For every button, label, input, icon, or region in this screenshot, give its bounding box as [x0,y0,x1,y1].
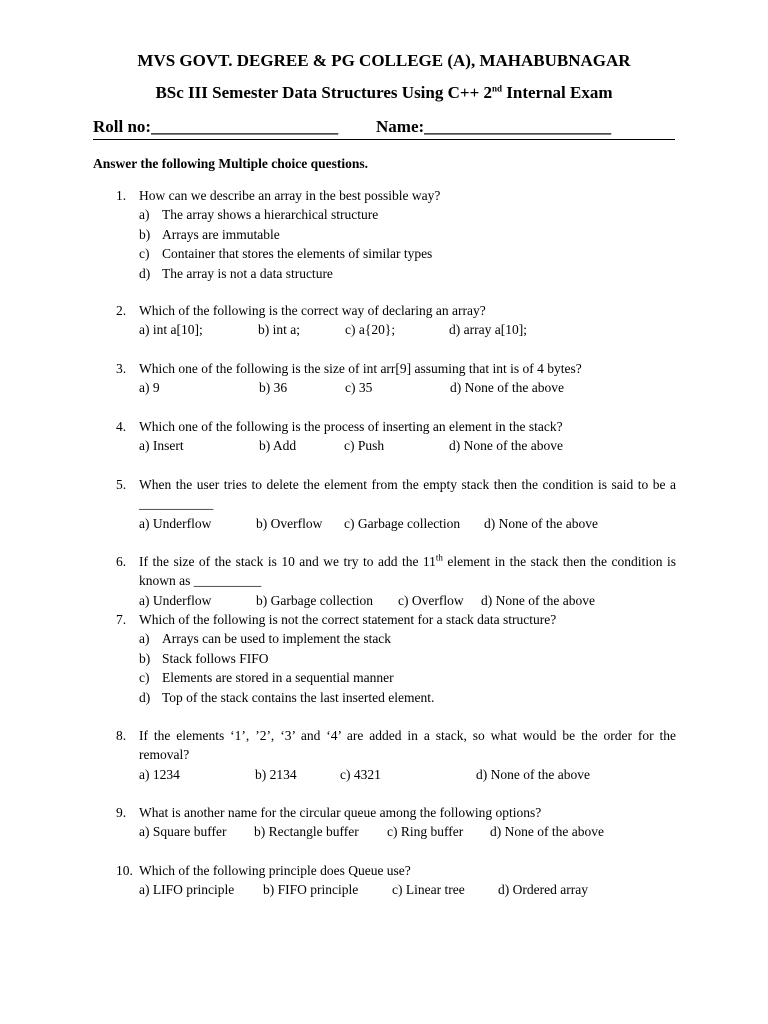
option-letter: a) [139,631,150,647]
option-b[interactable]: b) 36 [259,380,288,396]
option-letter: b) [139,226,151,242]
option-b[interactable] [139,225,676,244]
exam-title-main: BSc III Semester Data Structures Using C++ 2 [155,83,493,102]
question-9 [116,803,676,842]
option-text: Stack follows FIFO [162,650,269,666]
option-b[interactable]: b) Rectangle buffer [254,824,359,840]
question-number: 4. [116,419,127,434]
option-text: Arrays can be used to implement the stack [162,631,392,647]
option-a[interactable]: a) Insert [139,438,184,454]
question-text-end: element in the stack then the condition is known as __________ [139,554,676,589]
option-text: The array shows a hierarchical structure [162,207,379,223]
question-3 [116,359,676,398]
option-c[interactable] [139,668,676,687]
option-b[interactable]: b) Garbage collection [256,592,373,608]
option-c[interactable]: c) Ring buffer [387,824,464,840]
question-text: Which of the following principle does Queue use? [139,863,411,878]
exam-title-sup: nd [492,83,503,94]
options-row [139,880,676,899]
question-text: Which of the following is the correct way of declaring an array? [139,303,486,318]
option-d[interactable]: d) array a[10]; [449,322,527,338]
question-text: Which one of the following is the size of int arr[9] assuming that int is of 4 bytes? [139,361,582,376]
option-a[interactable]: a) LIFO principle [139,882,235,898]
question-text: If the elements ‘1’, ’2’, ‘3’ and ‘4’ are added in a stack, so what would be the order for the removal? [139,728,676,763]
options-row [139,514,676,533]
option-d[interactable]: d) None of the above [490,824,604,840]
question-text: Which of the following is not the correct statement for a stack data structure? [139,612,557,627]
question-number: 9. [116,805,127,820]
option-b[interactable]: b) Overflow [256,515,323,531]
option-b[interactable]: b) int a; [258,322,300,338]
name-field[interactable]: Name:______________________ [376,117,612,136]
question-number: 2. [116,303,127,318]
option-d[interactable]: d) Ordered array [498,882,588,898]
option-d[interactable]: d) None of the above [481,592,595,608]
roll-no-field[interactable]: Roll no:______________________ [93,117,339,136]
question-number: 8. [116,728,127,743]
option-d[interactable]: d) None of the above [449,438,563,454]
ordinal-superscript: th [435,552,443,563]
question-text: What is another name for the circular queue among the following options? [139,805,542,820]
question-text: Which one of the following is the process of inserting an element in the stack? [139,419,563,434]
question-number: 6. [116,554,127,569]
question-number: 10. [116,863,133,878]
option-c[interactable]: c) Linear tree [392,882,465,898]
roll-name-row [93,117,675,140]
exam-title [0,83,768,103]
instruction-text: Answer the following Multiple choice questions. [93,156,369,171]
option-letter: d) [139,265,151,281]
question-number: 7. [116,612,127,627]
option-a[interactable] [139,629,676,648]
options-row [139,765,676,784]
question-2 [116,301,676,340]
option-b[interactable]: b) FIFO principle [263,882,359,898]
option-text: Container that stores the elements of similar types [162,246,433,262]
option-c[interactable]: c) 35 [345,380,373,396]
option-text: Arrays are immutable [162,226,280,242]
option-letter: c) [139,246,150,262]
question-number: 3. [116,361,127,376]
question-10 [116,861,676,900]
option-a[interactable]: a) Square buffer [139,824,227,840]
question-number: 1. [116,188,127,203]
option-text: The array is not a data structure [162,265,333,281]
option-d[interactable] [139,688,676,707]
option-c[interactable]: c) Push [344,438,385,454]
option-a[interactable]: a) Underflow [139,592,212,608]
option-letter: a) [139,207,150,223]
option-c[interactable]: c) Overflow [398,592,464,608]
question-4 [116,417,676,456]
question-1 [116,186,676,283]
option-text: Elements are stored in a sequential manner [162,670,394,686]
option-b[interactable] [139,649,676,668]
option-c[interactable]: c) 4321 [340,766,381,782]
question-number: 5. [116,477,127,492]
question-5 [116,475,676,533]
option-a[interactable] [139,205,676,224]
question-text-start: If the size of the stack is 10 and we try to add the 11 [139,554,436,569]
option-d[interactable]: d) None of the above [450,380,564,396]
option-c[interactable] [139,244,676,263]
option-a[interactable]: a) Underflow [139,515,212,531]
options-row [139,436,676,455]
option-a[interactable]: a) 1234 [139,766,180,782]
option-b[interactable]: b) Add [259,438,297,454]
question-text: How can we describe an array in the best possible way? [139,188,441,203]
option-d[interactable]: d) None of the above [476,766,590,782]
option-text: Top of the stack contains the last inserted element. [162,689,435,705]
option-d[interactable] [139,264,676,283]
option-c[interactable]: c) Garbage collection [344,515,461,531]
option-b[interactable]: b) 2134 [255,766,297,782]
question-6 [116,552,676,610]
options-row [139,378,676,397]
option-d[interactable]: d) None of the above [484,515,598,531]
question-8 [116,726,676,784]
question-text: When the user tries to delete the element from the empty stack then the condition is said to be a ___________ [139,477,676,512]
option-a[interactable]: a) int a[10]; [139,322,203,338]
option-letter: b) [139,650,151,666]
question-text [139,552,676,591]
option-letter: d) [139,689,151,705]
options-row [139,320,676,339]
option-a[interactable]: a) 9 [139,380,160,396]
college-title: MVS GOVT. DEGREE & PG COLLEGE (A), MAHABUBNAGAR [137,51,631,70]
option-letter: c) [139,670,150,686]
exam-title-suffix: Internal Exam [502,83,613,102]
options-row [139,591,676,610]
options-row [139,822,676,841]
question-7 [116,610,676,707]
option-c[interactable]: c) a{20}; [345,322,396,338]
